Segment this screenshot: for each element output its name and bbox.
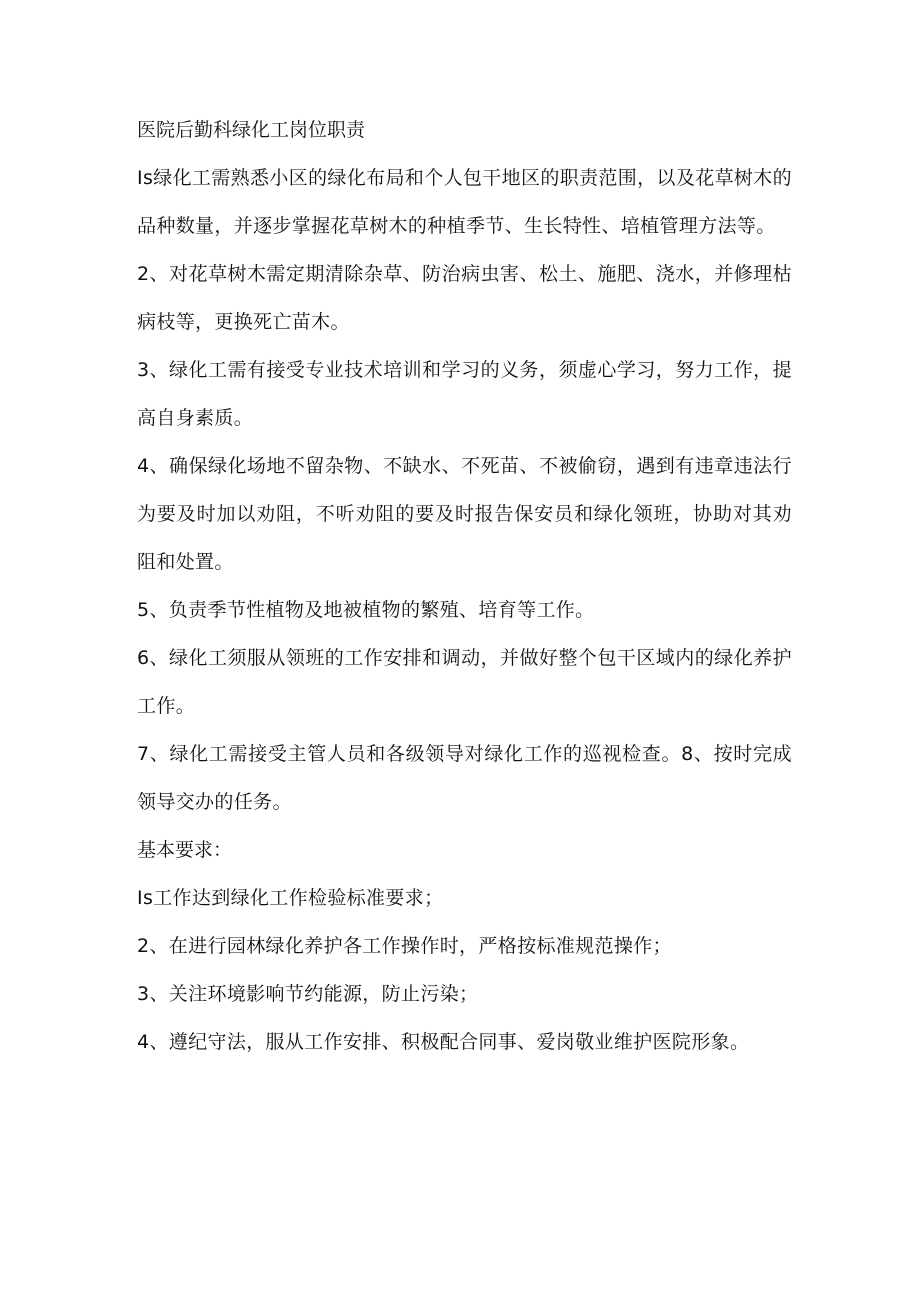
requirement-item-3: 3、关注环境影响节约能源，防止污染；: [137, 983, 479, 1005]
duty-item-4: 4、确保绿化场地不留杂物、不缺水、不死苗、不被偷窃，遇到有违章违法行为要及时加以劝阻，不听劝阻的要及时报告保安员和绿化领班，协助对其劝阻和处置。: [137, 455, 792, 573]
requirement-item-1: Is工作达到绿化工作检验标准要求；: [137, 887, 444, 909]
requirements-heading: 基本要求：: [137, 839, 233, 861]
duty-item-7: 7、绿化工需接受主管人员和各级领导对绿化工作的巡视检查。8、按时完成领导交办的任务。: [137, 743, 792, 813]
document-title: 医院后勤科绿化工岗位职责: [137, 119, 366, 141]
requirement-item-2: 2、在进行园林绿化养护各工作操作时，严格按标准规范操作；: [137, 935, 672, 957]
duty-item-6: 6、绿化工须服从领班的工作安排和调动，并做好整个包干区域内的绿化养护工作。: [137, 647, 792, 717]
duty-item-2: 2、对花草树木需定期清除杂草、防治病虫害、松土、施肥、浇水，并修理枯病枝等，更换死亡苗木。: [137, 263, 792, 333]
duty-item-5: 5、负责季节性植物及地被植物的繁殖、培育等工作。: [137, 599, 595, 621]
requirement-item-4: 4、遵纪守法，服从工作安排、积极配合同事、爱岗敬业维护医院形象。: [137, 1031, 750, 1053]
duty-item-3: 3、绿化工需有接受专业技术培训和学习的义务，须虚心学习，努力工作，提高自身素质。: [137, 359, 792, 429]
duty-item-1: Is绿化工需熟悉小区的绿化布局和个人包干地区的职责范围，以及花草树木的品种数量，并逐步掌握花草树木的种植季节、生长特性、培植管理方法等。: [137, 167, 792, 237]
document-body: [137, 112, 792, 1066]
